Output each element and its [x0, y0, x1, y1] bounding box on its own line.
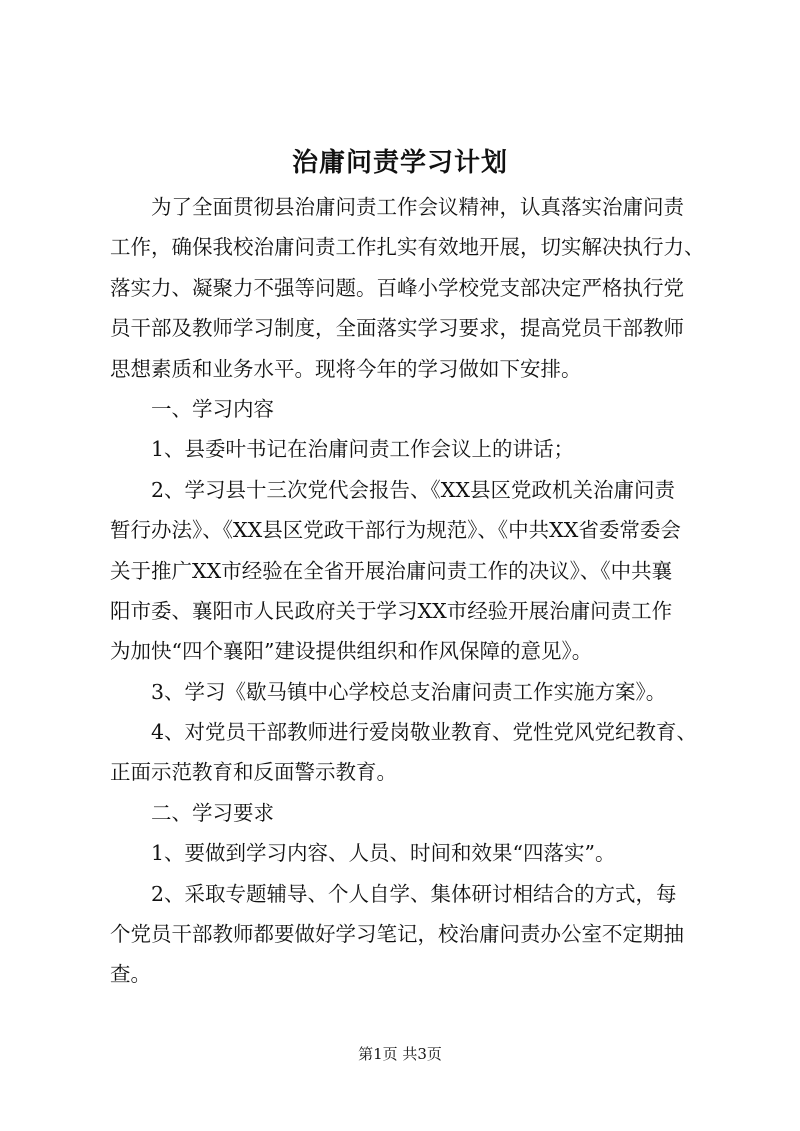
- list-item-continuation: 为加快“四个襄阳”建设提供组织和作风保障的意见》。: [110, 639, 593, 664]
- list-item-continuation: 正面示范教育和反面警示教育。: [110, 760, 397, 785]
- document-body: [110, 187, 710, 995]
- paragraph-line: 落实力、凝聚力不强等问题。百峰小学校党支部决定严格执行党: [110, 275, 684, 300]
- list-item-continuation: 关于推广XX市经验在全省开展治庸问责工作的决议》、《中共襄: [110, 558, 673, 583]
- section-heading: 一、学习内容: [151, 396, 274, 421]
- list-item: 2、采取专题辅导、个人自学、集体研讨相结合的方式，每: [151, 881, 677, 906]
- paragraph-line: 员干部及教师学习制度，全面落实学习要求，提高党员干部教师: [110, 316, 684, 341]
- list-item: 4、对党员干部教师进行爱岗敬业教育、党性党风党纪教育、: [151, 720, 698, 745]
- list-item: 2、学习县十三次党代会报告、《XX县区党政机关治庸问责: [151, 477, 675, 502]
- list-item-continuation: 暂行办法》、《XX县区党政干部行为规范》、《中共XX省委常委会: [110, 518, 681, 543]
- list-item: 1、要做到学习内容、人员、时间和效果“四落实”。: [151, 841, 616, 866]
- paragraph-line: 工作，确保我校治庸问责工作扎实有效地开展，切实解决执行力、: [110, 235, 705, 260]
- section-heading: 二、学习要求: [151, 800, 274, 825]
- list-item-continuation: 阳市委、襄阳市人民政府关于学习XX市经验开展治庸问责工作: [110, 598, 673, 623]
- paragraph-line: 思想素质和业务水平。现将今年的学习做如下安排。: [110, 356, 582, 381]
- list-item-continuation: 查。: [110, 962, 151, 987]
- list-item: 1、县委叶书记在治庸问责工作会议上的讲话；: [151, 437, 575, 462]
- paragraph-line: 为了全面贯彻县治庸问责工作会议精神，认真落实治庸问责: [151, 195, 684, 219]
- list-item: 3、学习《歇马镇中心学校总支治庸问责工作实施方案》。: [151, 679, 667, 704]
- page-footer: 第1页 共3页: [358, 1045, 442, 1063]
- document-title: 治庸问责学习计划: [291, 148, 508, 178]
- list-item-continuation: 个党员干部教师都要做好学习笔记，校治庸问责办公室不定期抽: [110, 922, 684, 947]
